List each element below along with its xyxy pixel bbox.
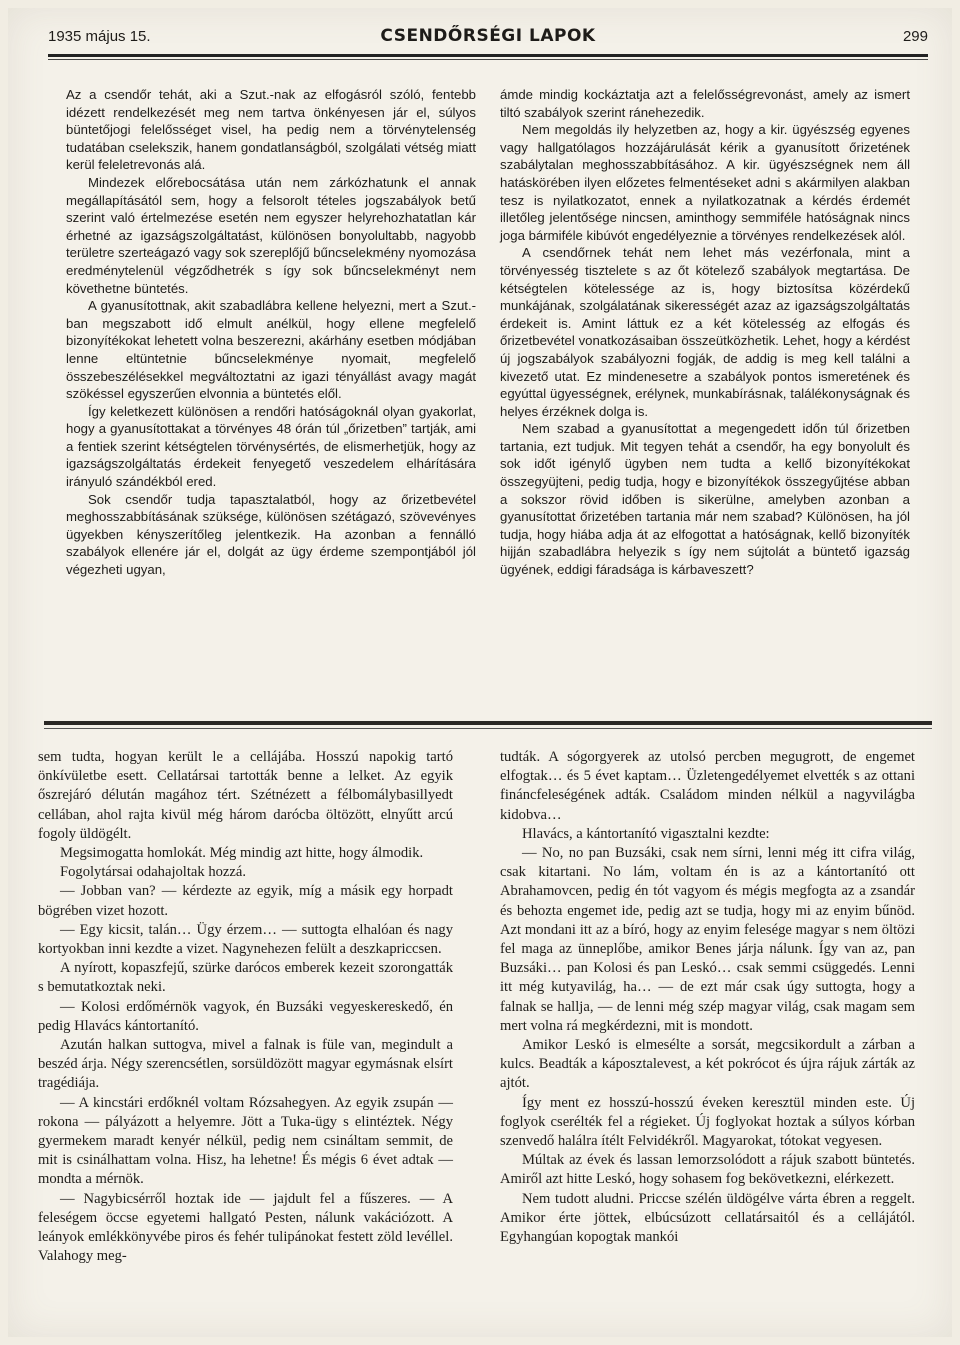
- paragraph: Hlavács, a kántortanító vigasztalni kezdte:: [522, 825, 770, 842]
- section-divider-thick: [44, 721, 932, 725]
- paragraph: Az a csendőr tehát, aki a Szut.-nak az elfogásról szóló, fentebb idézett rendelkezését meg nem tartva önkényesen jár el, súlyos büntetőjogi felelősséget visel, ha pedig nem a törvénytelenség tudatában cselekszik, hanem gondatlanságból, szolgálati vétség miatt kerül feleletrevonás alá.: [66, 87, 476, 173]
- paragraph: — No, no pan Buzsáki, csak nem sírni, lenni még itt cifra világ, csak kitartani. No lám, voltam én is az a kántortanító ott Abrahamovcen, pedig én tót vagyom és mégis megfogta az a zsandár és behozta engemet ide, pedig azt se tudja, hogy mi az enyim bűnöd. Azt mondani itt az a bíró, hogy az enyim felesége magyar s nem öltözi fel maga az ünneplőbe, amikor Benes járja nálunk. Így van az, pan Buzsáki… pan Kolosi és pan Leskó… csak semmi csüggedés. Lenni itt még kutyavilág, ha… — de ezt már csak úgy suttogta, hogy a falnak se hallja, — de lenni még szép magyar világ, csak magam sem mert volna rá megkérdezni, mit is mondott.: [500, 845, 915, 1034]
- paragraph: Így keletkezett különösen a rendőri hatóságoknál olyan gyakorlat, hogy a gyanusítottakat a törvényes 48 órán túl „őrizetben” tartják, ami a fentiek szerint kétségtelen törvénysértés, de elismerhetjük, hogy az igazságszolgáltatás érdekeit fenyegető veszedelem elhárítására irányuló szándékból ered.: [66, 403, 476, 490]
- paragraph: Nem szabad a gyanusítottat a megengedett időn túl őrizetben tartania, ezt tudjuk. Mit tegyen tehát a csendőr, ha egy bonyolult és sok időt igénylő ügyben nem tudta a kellő bizonyítékokat összegyüjteni, pedig tudja, hogy e bizonyítékok összegyűjtése abban a sokszor rövid időben is sikerülne, amelyben azonban a gyanusítottat őrizetében tartania már nem szabad? Különösen, ha jól tudja, hogy hiába adja át az elfogottat a hatóságnak, kellő bizonyíték hijján szabadlábra helyezik s így nem sújtolát a büntető igazság ügyének, eddigi fáradsága is kárbaveszett?: [500, 421, 910, 578]
- paragraph: Így ment ez hosszú-hosszú éveken keresztül minden este. Új foglyok cserélték fel a régieket. Új foglyokat hoztak a súlyos kórban szenvedő halálra ítélt Felvidékről. Magyarokat, tótokat vegyesen.: [500, 1094, 915, 1150]
- page-number: 299: [902, 28, 928, 45]
- paragraph: Nem megoldás ily helyzetben az, hogy a kir. ügyészség egyenes vagy hallgatólagos hozzájárulását kérik a gyanusított őrizetének szabálytalan meghosszabbításához. A kir. ügyészségnek nem áll hatáskörében ilyen előzetes felmentéseket adni s akármilyen alakban tesz is nyilatkozatot, ennek a nyilatkozatnak a kérdés érdemét illetőleg jelentősége nincsen, aminthogy semmiféle hatóságnak nincs joga bármiféle kibúvót engedélyeznie a törvényes rendelkezések alól.: [500, 122, 910, 243]
- newspaper-page: [8, 8, 952, 1337]
- paragraph: — Egy kicsit, talán… Ügy érzem… — suttogta elhalóan és nagy kortyokban inni kezdte a vizet. Nagynehezen felült a deszkapriccsen.: [38, 921, 453, 958]
- paragraph: Amikor Leskó is elmesélte a sorsát, megcsikordult a zárban a kulcs. Beadták a káposztalevest, a két pokrócot és újra rájuk zárták az ajtót.: [500, 1037, 915, 1092]
- issue-date: 1935 május 15.: [48, 28, 151, 45]
- paragraph: Sok csendőr tudja tapasztalatból, hogy az őrizetbevétel meghosszabbításának szüksége, különösen szétágazó, szövevényes ügyekben kényszerítőleg jelentkezik. Ha azonban a fennálló szabályok ellenére jár el, dolgát az ügy érdeme szempontjából jól végezheti ugyan,: [66, 491, 476, 578]
- paragraph: Azután halkan suttogva, mivel a falnak is füle van, megindult a beszéd árja. Négy szerencsétlen, sorsüldözött magyar egymásnak elsírt tragédiája.: [38, 1037, 453, 1092]
- story-column-right: [500, 748, 915, 1247]
- paragraph: A nyírott, kopaszfejű, szürke darócos emberek kezeit szorongatták s bemutatkoztak neki.: [38, 960, 453, 996]
- paragraph: Nem tudott aludni. Priccse szélén üldögélve várta ébren a reggelt. Amikor érte jöttek, elbúcsúzott cellatársaitól és a cellájától. Egyhangúan kopogtak mankói: [500, 1190, 915, 1246]
- paragraph: — A kincstári erdőknél voltam Rózsahegyen. Az egyik zsupán — rokona — pályázott a helyemre. Jött a Tuka-ügy s elintéztek. Négy gyermekem maradt kenyér nélkül, pedig nem csináltam semmit, de mit is csinálhattam volna. Hisz, ha lehetne! És mégis 6 évet adtak — mondta a mérnök.: [38, 1094, 453, 1188]
- paragraph: — Nagybicsérről hoztak ide — jajdult fel a fűszeres. — A feleségem öccse egyetemi hallgató Pesten, nálunk vakációzott. A leányok emlékkönyvébe piros és fehér tulipánokat festett zöld levéllel. Valahogy meg-: [38, 1190, 453, 1265]
- paragraph: A csendőrnek tehát nem lehet más vezérfonala, mint a törvényesség tisztelete s az őt kötelező szabályok megtartása. De kétségtelen kötelessége az is, hogy biztosítsa közérdekű munkájának, szolgálatának sikerességét azaz az igazságszolgáltatás érdekeit is. Amint láttuk ez a két kötelesség az elfogás és őrizetbevétel vonatkozásaiban összeütközhetik. Lehet, hogy a kérdést új jogszabályok szabályozni fogják, de addig is meg kell találni a kivezető utat. Ez mindenesetre a szabályok pontos ismeretének és egyúttal ügyességnek, erélynek, munkabírásnak, találékonyságnak és helyes érzéknek dolga is.: [500, 245, 910, 419]
- page-header: [48, 28, 928, 54]
- article-column-right: [500, 86, 910, 579]
- story-column-left: [38, 748, 453, 1266]
- header-rule-thin: [48, 59, 928, 60]
- paragraph: A gyanusítottnak, akit szabadlábra kellene helyezni, mert a Szut.-ban megszabott idő elmult anélkül, hogy ellene megfelelő bizonyítékokat lehetett volna beszerezni, akárhány esetben módjában lenne eltüntetnie bűncselekménye nyomait, megfelelő összebeszélésekkel megváltoztatni az igazi tényállást avagy magát szökéssel egyszerűen elvonnia a büntetés elől.: [66, 298, 476, 402]
- paragraph: tudták. A sógorgyerek az utolsó percben megugrott, de engemet elfogtak… és 5 évet kaptam… Üzletengedélyemet elvették s az ottani fináncfeleségének adták. Családom minden nélkül a nagyvilágba kidobva…: [500, 749, 915, 823]
- paragraph: Megsimogatta homlokát. Még mindig azt hitte, hogy álmodik.: [60, 845, 424, 862]
- publication-title: CSENDŐRSÉGI LAPOK: [380, 26, 596, 46]
- paragraph: Fogolytársai odahajoltak hozzá.: [60, 864, 247, 881]
- header-rule-thick: [48, 54, 928, 57]
- article-column-left: [66, 86, 476, 579]
- paragraph: sem tudta, hogyan került le a cellájába. Hosszú napokig tartó önkívületbe esett. Cellatársai tartották benne a lelket. Az egyik őszrejáró délután magához tért. Szétnézett a félbomálybasillyedt cellában, ahol rajta kivül még három darócba öltözött, elnyűtt arcú fogoly üldögélt.: [38, 749, 453, 842]
- paragraph: — Jobban van? — kérdezte az egyik, míg a másik egy horpadt bögrében vizet hozott.: [38, 883, 453, 919]
- paragraph: Mindezek előrebocsátása után nem zárkózhatunk el annak megállapításától sem, hogy a felsorolt tételes jogszabályok betű szerint való értelmezése esetén nem egyszer helyrehozhatatlan kár érhetné az igazságszolgáltatást, különösen bonyolultabb, nagyobb területre szerteágazó vagy sok szereplőjű bűncselekmény nyomozása eredménytelenül végződhetrék s így sok bűncselekményt nem követhetne büntetés.: [66, 174, 476, 296]
- paragraph: — Kolosi erdőmérnök vagyok, én Buzsáki vegyeskereskedő, én pedig Hlavács kántortanító.: [38, 998, 453, 1034]
- paragraph: Múltak az évek és lassan lemorzsolódott a rájuk szabott büntetés. Amiről azt hitte Leskó, hogy sohasem fog bekövetkezni, elérkezett.: [500, 1152, 915, 1188]
- section-divider-thin: [44, 728, 932, 729]
- paragraph: ámde mindig kockáztatja azt a felelősségrevonást, amely az ismert tiltó szabályok szerint ránehezedik.: [500, 87, 910, 120]
